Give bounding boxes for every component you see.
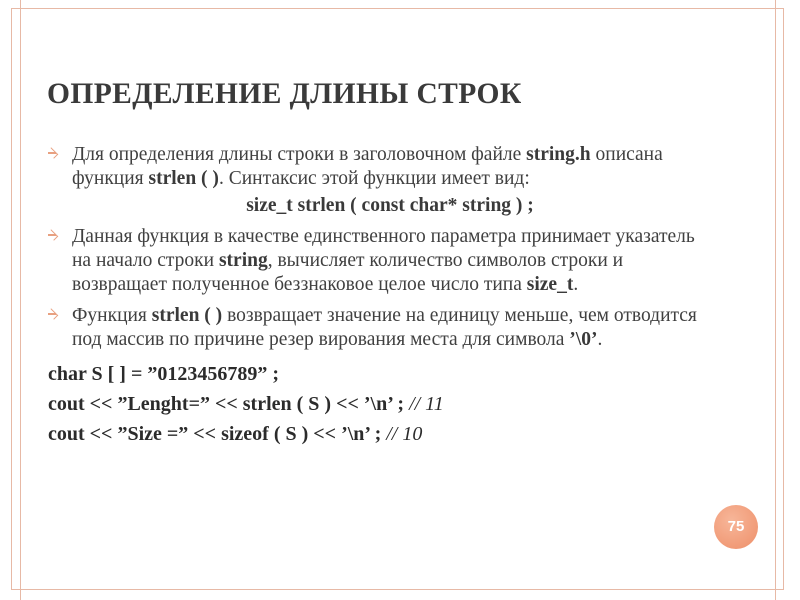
- slide-title: ОПРЕДЕЛЕНИЕ ДЛИНЫ СТРОК: [47, 78, 522, 110]
- bullet-item-strlen-header: Для определения длины строки в заголовочном файле string.h описана функция strlen ( ). Синтаксис этой функции имеет вид: size_t strlen ( const char* string ) ;: [48, 143, 708, 218]
- left-border-line: [20, 0, 21, 600]
- code-comment: // 11: [409, 393, 444, 415]
- arrow-bullet-icon: [48, 309, 59, 320]
- right-border-line: [775, 0, 776, 600]
- bullet-item-return-value: Функция strlen ( ) возвращает значение на единицу меньше, чем отводится под массив по причине резер вирования места для символа ’\0’.: [48, 304, 708, 352]
- code-line: cout << ”Lenght=” << strlen ( S ) << ’\n’ ; // 11: [48, 393, 444, 415]
- code-line: char S [ ] = ”0123456789” ;: [48, 363, 280, 385]
- code-comment: // 10: [386, 423, 423, 445]
- arrow-bullet-icon: [48, 148, 59, 159]
- header-name: string.h: [526, 144, 591, 165]
- syntax-line: size_t strlen ( const char* string ) ;: [246, 195, 534, 216]
- code-line: cout << ”Size =” << sizeof ( S ) << ’\n’ ; // 10: [48, 423, 423, 445]
- slide-content: [48, 143, 708, 449]
- arrow-bullet-icon: [48, 230, 59, 241]
- bullet-item-parameter: Данная функция в качестве единственного параметра принимает указатель на начало строки string, вычисляет количество символов строки и возвращает полученное беззнаковое целое число типа size_t.: [48, 225, 708, 297]
- function-name: strlen ( ): [148, 168, 219, 189]
- code-block: [48, 359, 708, 449]
- page-number-badge: 75: [714, 505, 758, 549]
